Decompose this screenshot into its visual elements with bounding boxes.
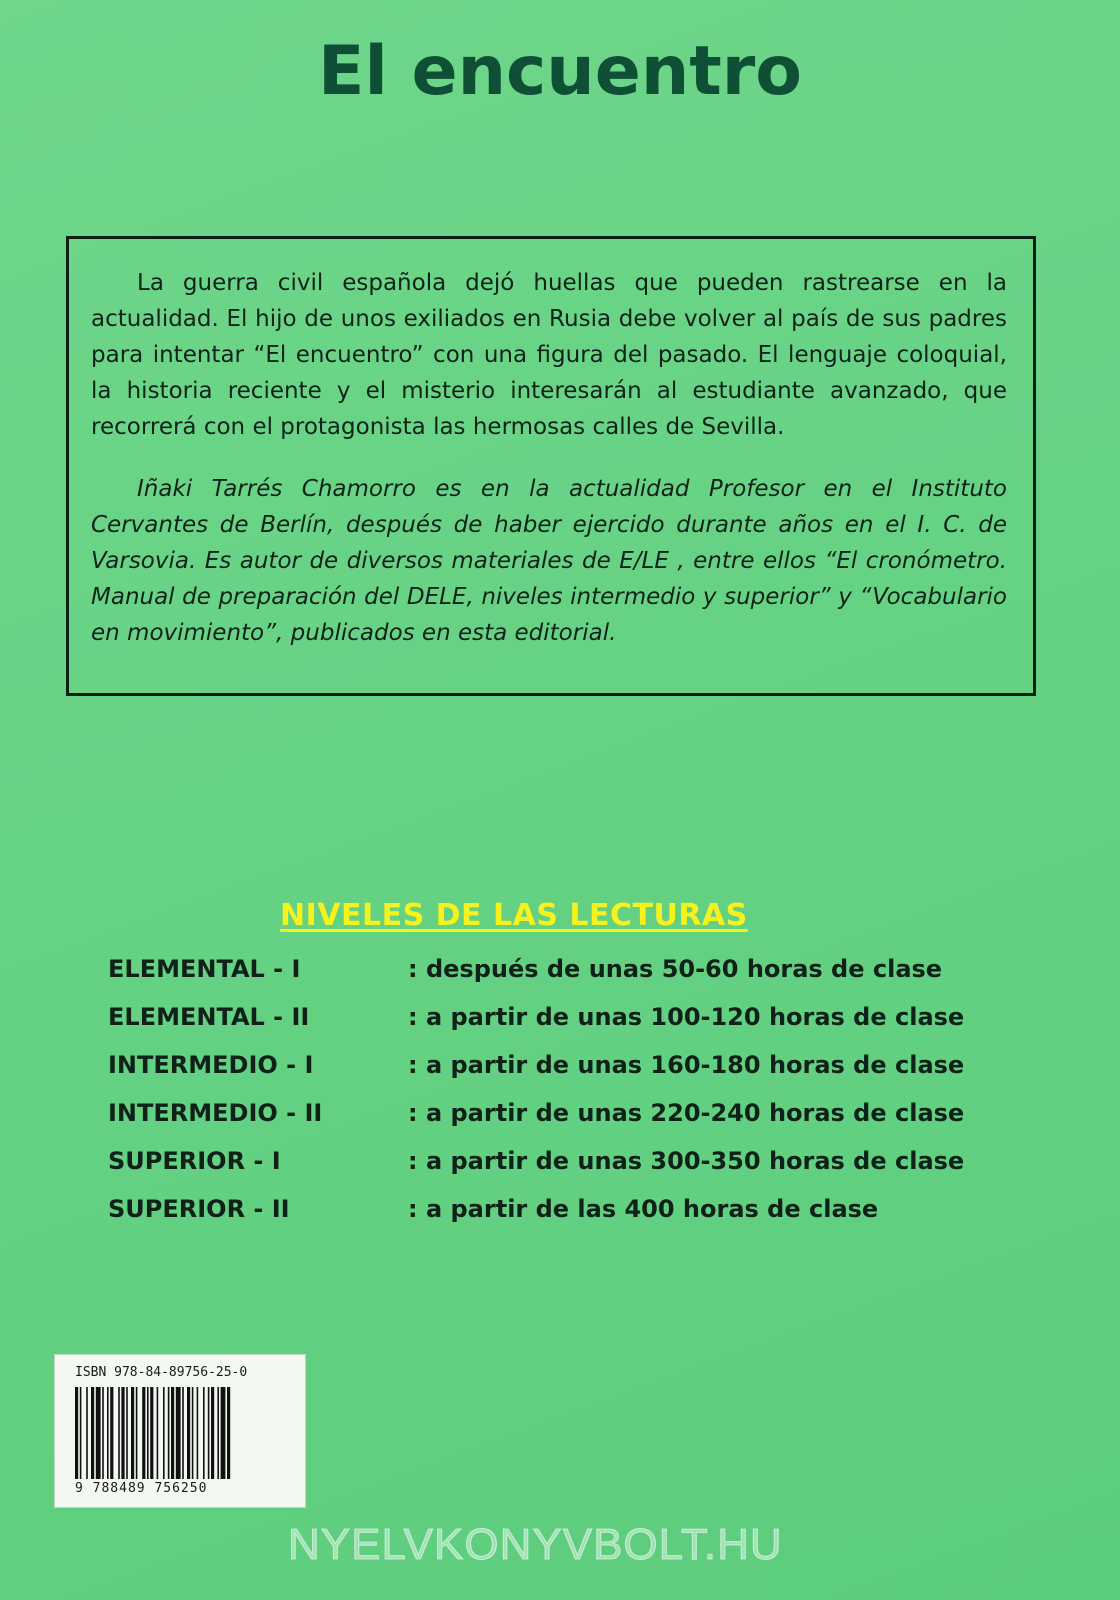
level-name: INTERMEDIO - II [108,1099,323,1127]
level-row [108,1099,1008,1147]
level-row [108,1195,1008,1243]
isbn-barcode-block [54,1354,306,1508]
level-desc: : a partir de unas 100-120 horas de clase [408,1003,965,1031]
author-bio-paragraph: Iñaki Tarrés Chamorro es en la actualidad Profesor en el Instituto Cervantes de Berlín, después de haber ejercido durante años en el I. C. de Varsovia. Es autor de diversos materiales de E/LE , entre ellos “El cronómetro. Manual de preparación del DELE, niveles intermedio y superior” y “Vocabulario en movimiento”, publicados en esta editorial. [91,476,1007,646]
level-row [108,955,1008,1003]
level-desc: : a partir de unas 220-240 horas de clase [408,1099,965,1127]
book-title: El encuentro [318,32,802,111]
level-desc: : a partir de unas 160-180 horas de clase [408,1051,965,1079]
isbn-label: ISBN 978-84-89756-25-0 [75,1365,248,1380]
synopsis-paragraph: La guerra civil española dejó huellas que pueden rastrearse en la actualidad. El hijo de unos exiliados en Rusia debe volver al país de sus padres para intentar “El encuentro” con una figura del pasado. El lenguaje coloquial, la historia reciente y el misterio interesarán al estudiante avanzado, que recorrerá con el protagonista las hermosas calles de Sevilla. [91,270,1007,440]
isbn-digits: 9 788489 756250 [75,1481,208,1496]
level-row [108,1003,1008,1051]
level-name: ELEMENTAL - I [108,955,301,983]
watermark-text: NYELVKONYVBOLT.HU [288,1520,783,1569]
level-desc: : a partir de unas 300-350 horas de clase [408,1147,965,1175]
level-desc: : después de unas 50-60 horas de clase [408,955,943,983]
level-row [108,1051,1008,1099]
levels-list [108,955,1008,1243]
level-name: SUPERIOR - I [108,1147,281,1175]
level-name: ELEMENTAL - II [108,1003,310,1031]
levels-heading: NIVELES DE LAS LECTURAS [280,898,748,933]
description-box [66,236,1036,696]
level-name: SUPERIOR - II [108,1195,290,1223]
barcode-icon [75,1387,285,1479]
level-desc: : a partir de las 400 horas de clase [408,1195,879,1223]
level-row [108,1147,1008,1195]
level-name: INTERMEDIO - I [108,1051,314,1079]
